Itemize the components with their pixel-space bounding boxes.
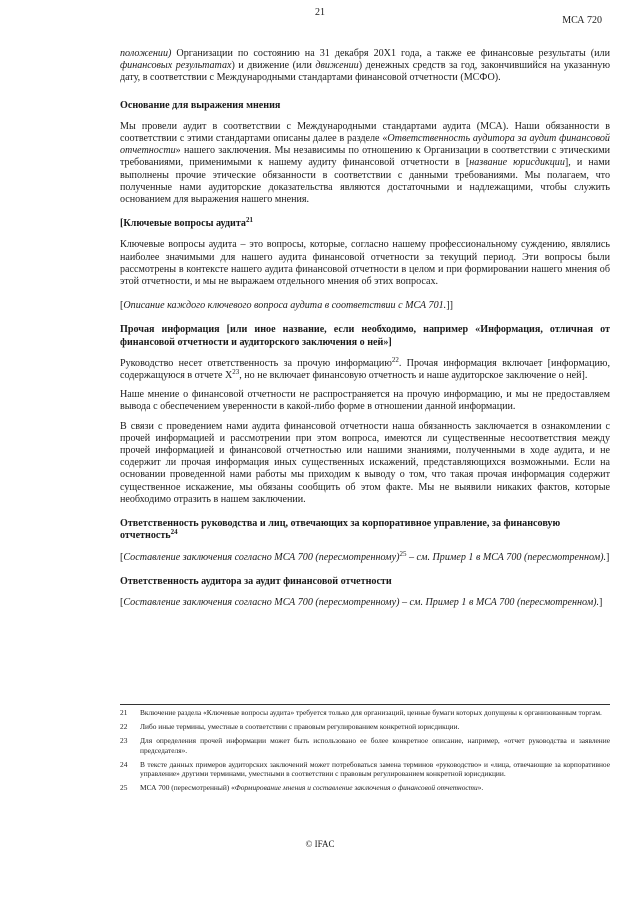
opening-paragraph: положении) Организации по состоянию на 31 декабря 20X1 года, а также ее финансовые результаты (или финансовых результатах) и движение (или движении) денежных средств за год, закончившийся на указанную дату, в соответствии с Международными стандартами финансовой отчетности (МСФО). — [120, 48, 610, 84]
kam-note: [Описание каждого ключевого вопроса аудита в соответствии с МСА 701.]] — [120, 300, 453, 312]
footnote: 22 Либо иные термины, уместные в соответствии с правовым регулированием конкретной юрисдикции. — [120, 722, 460, 732]
copyright-footer: © IFAC — [305, 839, 335, 849]
footnote: 23 Для определения прочей информации может быть использовано ее более конкретное описание, например, «отчет руководства и заявление председателя». — [120, 736, 610, 755]
kam-paragraph: Ключевые вопросы аудита – это вопросы, которые, согласно нашему профессиональному суждению, являлись наиболее значимыми для нашего аудита финансовой отчетности за текущий период. Эти вопросы были рассмотрены в контексте нашего аудита финансовой отчетности в целом и при формировании нашего мнения об этой отчетности, и мы не выражаем отдельного мнения об этих вопросах. — [120, 239, 610, 288]
other-info-paragraph-3: В связи с проведением нами аудита финансовой отчетности наша обязанность заключается в ознакомлении с прочей информацией и рассмотрении при этом вопроса, имеются ли существенные несоответствия между прочей информацией и финансовой отчетностью или нашими знаниями, полученными в ходе аудита, и не содержит ли прочая информация иных существенных искажений, представляющихся возможными. Если на основании проведенной нами работы мы приходим к выводу о том, что такая прочая информация содержит существенное искажение, мы обязаны сообщить об этом факте. Мы не выявили никаких фактов, которые необходимо отразить в нашем заключении. — [120, 420, 610, 505]
footnote-ref-21: 21 — [245, 216, 253, 225]
document-body — [120, 48, 610, 616]
page-number: 21 — [315, 7, 325, 18]
auditor-responsibility-note: [Составление заключения согласно МСА 700 (пересмотренному) – см. Пример 1 в МСА 700 (пересмотренном).] — [120, 596, 603, 608]
standard-reference: МСА 720 — [562, 15, 602, 26]
footnotes — [120, 704, 610, 797]
other-info-paragraph-1: Руководство несет ответственность за прочую информацию$^{22}$. Прочая информация включает [информацию, содержащуюся в отчете $X^{23}$, но не включает финансовую отчетность и наше аудиторское заключение о ней]. — [120, 355, 610, 382]
other-info-paragraph-2: Наше мнение о финансовой отчетности не распространяется на прочую информацию, и мы не предоставляем вывода с обеспечением уверенности в какой-либо форме в отношении данной информации. — [120, 389, 610, 413]
other-info-heading: Прочая информация [или иное название, если необходимо, например «Информация, отличная от финансовой отчетности и аудиторского заключения о ней»] — [120, 324, 610, 348]
footnote: 25 МСА 700 (пересмотренный) «Формирование мнения и составление заключения о финансовой отчетности». — [120, 783, 484, 793]
management-responsibility-note: [Составление заключения согласно МСА 700 (пересмотренному)$^{25}$ – см. Пример 1 в МСА 700 (пересмотренном).] — [120, 549, 610, 563]
management-responsibility-heading: Ответственность руководства и лиц, отвечающих за корпоративное управление, за финансовую отчетность$^{24}$ — [120, 518, 561, 542]
footnote: 21 Включение раздела «Ключевые вопросы аудита» требуется только для организаций, ценные бумаги которых допущены к организованным торгам. — [120, 708, 602, 717]
kam-heading: [Ключевые вопросы аудита$^{21}$ — [120, 216, 253, 230]
footnote: 24 В тексте данных примеров аудиторских заключений может потребоваться замена терминов «руководство» и «лица, отвечающие за корпоративное управление» другими терминами, уместными в соответствии с правовым регулированием конкретной юрисдикции. — [120, 759, 610, 779]
auditor-responsibility-heading: Ответственность аудитора за аудит финансовой отчетности — [120, 575, 392, 587]
basis-heading: Основание для выражения мнения — [120, 99, 281, 111]
basis-paragraph: Мы провели аудит в соответствии с Международными стандартами аудита (МСА). Наши обязанности в соответствии с этими стандартами описаны далее в разделе «Ответственность аудитора за аудит финансовой отчетности» нашего заключения. Мы независимы по отношению к Организации в соответствии с этическими требованиями, применимыми к нашему аудиту финансовой отчетности в [название юрисдикции], и нами выполнены прочие этические обязанности в соответствии с данными требованиями. Мы полагаем, что полученные нами аудиторские доказательства являются достаточными и надлежащими, чтобы служить основанием для выражения нашего мнения. — [120, 120, 610, 206]
